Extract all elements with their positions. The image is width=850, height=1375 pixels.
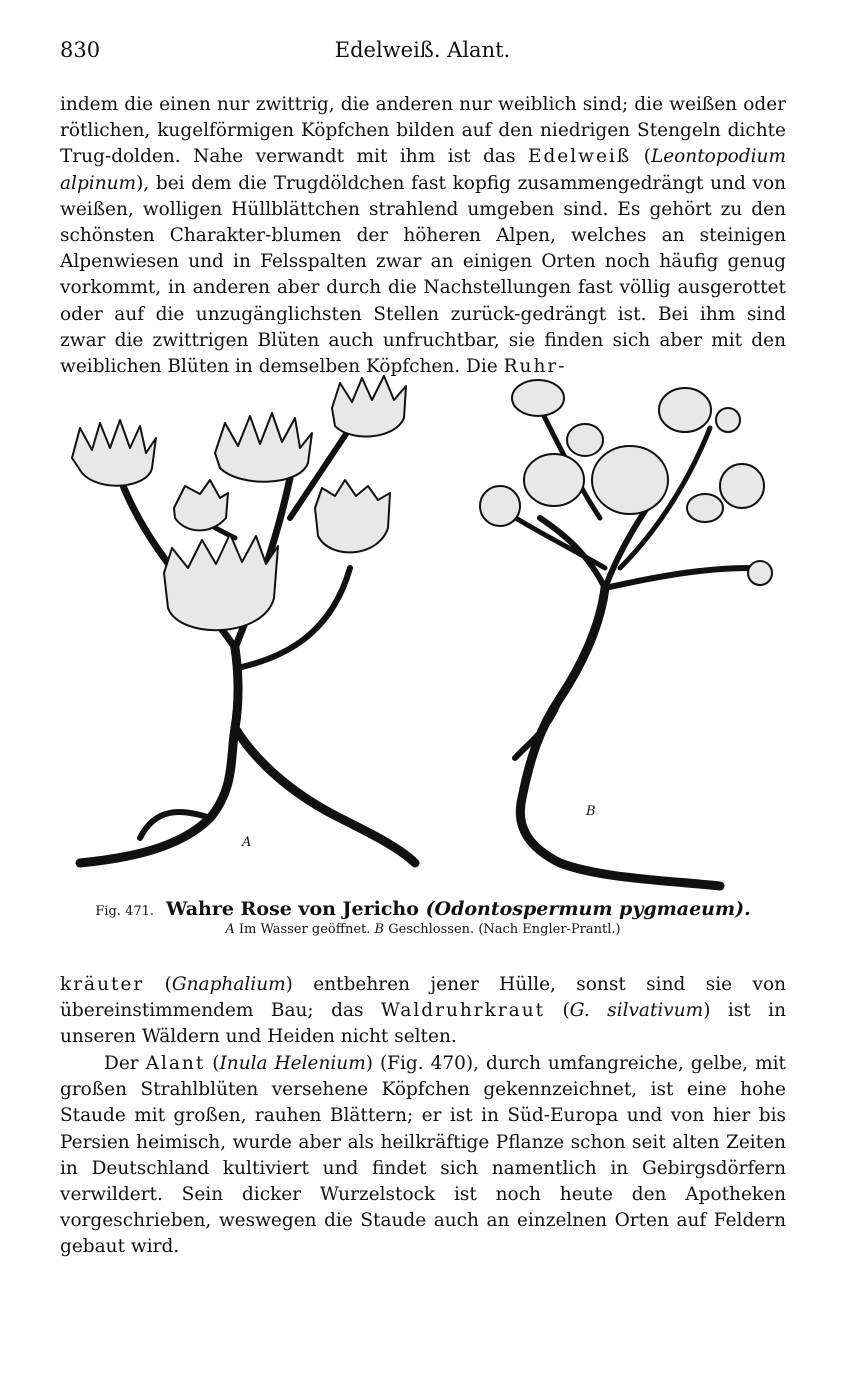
text-run: indem die einen nur zwittrig, die anderen nur weiblich sind; die weißen oder rötlichen, kugelförmigen Köpfchen bilden auf den niedrigen Stengeln dichte Trug-dolden. Nahe verwandt mit ihm ist das bbox=[60, 94, 786, 168]
text-run: Der bbox=[104, 1053, 146, 1074]
figure-471 bbox=[60, 368, 786, 893]
text-run: ( bbox=[205, 1053, 220, 1074]
term-ruhr: Ruhr- bbox=[503, 356, 567, 378]
illustration-rose-of-jericho bbox=[60, 368, 786, 893]
latin-name: Inula Helenium bbox=[219, 1053, 366, 1074]
text-run: ) (Fig. 470), durch umfangreiche, gelbe, mit großen Strahlblüten versehene Köpfchen gekennzeichnet, ist eine hohe Staude mit großen, rauhen Blättern; er ist in Süd-Europa und von hier bis Persien heimisch, wurde aber als heilkräftige Pflanze schon seit alten Zeiten in Deutschland kultiviert und findet sich namentlich in Gebirgsdörfern verwildert. Sein dicker Wurzelstock ist noch heute den Apotheken vorgeschrieben, weswegen die Staude auch an einzelnen Orten auf Feldern gebaut wird. bbox=[60, 1053, 786, 1258]
caption-title-line bbox=[60, 898, 786, 920]
text-run: ( bbox=[631, 146, 651, 168]
text-run: ( bbox=[545, 1000, 570, 1022]
caption-b-text: Geschlossen. bbox=[388, 922, 475, 937]
page-number: 830 bbox=[60, 38, 101, 62]
text-run: ), bei dem die Trugdöldchen fast kopfig zusammengedrängt und von weißen, wolligen Hüllblättchen strahlend umgeben sind. Es gehört zu den schönsten Charakter-blumen der höheren Alpen, welches an steinigen Alpenwiesen und in Felsspalten zwar an einigen Orten noch häufig genug vorkommt, in anderen aber durch die Nachstellungen fast völlig ausgerottet oder auf die unzugänglichsten Stellen zurück-gedrängt ist. Bei ihm sind zwar die zwittrigen Blüten auch unfruchtbar, sie finden sich aber mit den weiblichen Blüten in demselben Köpfchen. Die bbox=[60, 172, 786, 378]
plant-b-drawing bbox=[480, 380, 772, 886]
page-header bbox=[60, 38, 785, 70]
term-edelweiss: Edelweiß bbox=[527, 146, 632, 168]
caption-letter-b: B bbox=[374, 922, 385, 937]
paragraph-edelweiss bbox=[60, 92, 786, 380]
caption-a-text: Im Wasser geöffnet. bbox=[238, 922, 371, 937]
text-run: ( bbox=[144, 974, 172, 995]
running-head: Edelweiß. Alant. bbox=[334, 38, 511, 62]
latin-name: Leontopodium alpinum bbox=[60, 146, 786, 194]
caption-latin: (Odontospermum pygmaeum). bbox=[425, 898, 751, 920]
text-run: ) entbehren jener Hülle, sonst sind sie von übereinstimmendem Bau; das bbox=[60, 974, 786, 1022]
term-waldruhrkraut: Waldruhrkraut bbox=[380, 1000, 546, 1022]
caption-figure-number: Fig. 471. bbox=[95, 904, 155, 919]
paragraph-ruhrkraut bbox=[60, 972, 786, 1051]
latin-name: Gnaphalium bbox=[171, 974, 286, 995]
caption-subline bbox=[60, 922, 786, 937]
plant-a-drawing bbox=[72, 376, 415, 863]
term-kraeuter: kräuter bbox=[60, 974, 145, 995]
term-alant: Alant bbox=[145, 1053, 206, 1074]
caption-source: (Nach Engler-Prantl.) bbox=[478, 922, 621, 937]
caption-letter-a: A bbox=[225, 922, 235, 937]
paragraph-alant bbox=[60, 1051, 786, 1261]
figure-label-a: A bbox=[242, 835, 252, 850]
figure-caption bbox=[60, 898, 786, 937]
latin-name: G. silvativum bbox=[569, 1000, 704, 1022]
text-run: ) ist in unseren Wäldern und Heiden nicht selten. bbox=[60, 1000, 786, 1048]
caption-title: Wahre Rose von Jericho bbox=[166, 898, 419, 920]
figure-label-b: B bbox=[586, 804, 596, 819]
